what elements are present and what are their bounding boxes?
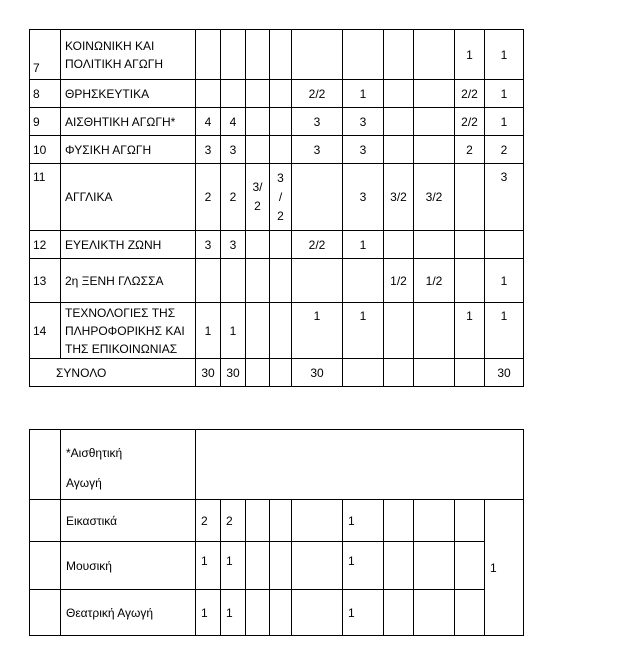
hours-cell bbox=[221, 259, 246, 303]
total-cell bbox=[384, 359, 414, 387]
hours-cell bbox=[455, 259, 485, 303]
hours-cell bbox=[414, 80, 455, 108]
hours-cell bbox=[414, 590, 455, 636]
hours-cell bbox=[455, 542, 485, 590]
hours-cell: 3 bbox=[221, 136, 246, 164]
hours-cell bbox=[384, 542, 414, 590]
table-row bbox=[30, 231, 524, 259]
hours-cell bbox=[414, 136, 455, 164]
subject-line: ΠΟΛΙΤΙΚΗ ΑΓΩΓΗ bbox=[65, 56, 163, 71]
table-row bbox=[30, 108, 524, 136]
hours-cell: 2/2 bbox=[455, 80, 485, 108]
hours-cell bbox=[343, 259, 384, 303]
hours-part: 2 bbox=[277, 208, 284, 223]
subject-line: ΠΛΗΡΟΦΟΡΙΚΗΣ ΚΑΙ bbox=[65, 323, 185, 338]
hours-cell bbox=[246, 259, 270, 303]
hours-cell bbox=[455, 231, 485, 259]
subject-name bbox=[61, 231, 196, 259]
total-cell: 30 bbox=[292, 359, 343, 387]
hours-cell: 2/2 bbox=[292, 80, 343, 108]
hours-cell: 1 bbox=[196, 303, 221, 359]
row-number: 7 bbox=[30, 30, 61, 80]
hours-cell bbox=[384, 30, 414, 80]
table-row bbox=[30, 136, 524, 164]
total-cell bbox=[414, 359, 455, 387]
table-row bbox=[30, 590, 524, 636]
hours-cell bbox=[270, 500, 292, 542]
hours-cell: 1 bbox=[196, 590, 221, 636]
row-number: 8 bbox=[30, 80, 61, 108]
aesthetic-header bbox=[61, 430, 196, 500]
total-cell: 30 bbox=[196, 359, 221, 387]
aesthetic-education-table bbox=[29, 429, 524, 636]
hours-cell bbox=[384, 500, 414, 542]
hours-cell bbox=[414, 303, 455, 359]
hours-cell: 1 bbox=[292, 303, 343, 359]
subject-name: Μουσική bbox=[61, 542, 196, 590]
hours-cell bbox=[270, 136, 292, 164]
hours-cell bbox=[246, 108, 270, 136]
row-number: 13 bbox=[30, 259, 61, 303]
subject-line: ΑΙΣΘΗΤΙΚΗ ΑΓΩΓΗ* bbox=[65, 114, 176, 129]
hours-cell: 1 bbox=[221, 303, 246, 359]
curriculum-hours-table bbox=[29, 29, 524, 387]
hours-cell: 1 bbox=[485, 30, 524, 80]
total-cell: 30 bbox=[221, 359, 246, 387]
hours-cell bbox=[246, 590, 270, 636]
hours-part: / bbox=[278, 189, 283, 204]
hours-cell: 1 bbox=[343, 500, 384, 542]
hours-cell: 1 bbox=[196, 542, 221, 590]
hours-cell bbox=[270, 80, 292, 108]
table-row bbox=[30, 430, 524, 500]
hours-cell: 3 bbox=[221, 231, 246, 259]
hours-cell: 1 bbox=[485, 259, 524, 303]
hours-cell bbox=[384, 590, 414, 636]
table-row bbox=[30, 30, 524, 80]
hours-cell bbox=[270, 259, 292, 303]
hours-cell bbox=[270, 231, 292, 259]
hours-cell: 3 bbox=[196, 136, 221, 164]
hours-cell: 1 bbox=[485, 80, 524, 108]
hours-cell bbox=[384, 303, 414, 359]
hours-cell: 2 bbox=[485, 136, 524, 164]
hours-cell bbox=[270, 590, 292, 636]
hours-cell: 2/2 bbox=[455, 108, 485, 136]
hours-cell bbox=[246, 303, 270, 359]
header-line: Αγωγή bbox=[66, 476, 102, 490]
hours-cell bbox=[270, 164, 292, 231]
hours-cell bbox=[455, 590, 485, 636]
row-number: 14 bbox=[30, 303, 61, 359]
hours-cell bbox=[384, 108, 414, 136]
hours-cell: 1 bbox=[455, 303, 485, 359]
hours-part: 3/ bbox=[252, 180, 263, 194]
hours-cell bbox=[196, 80, 221, 108]
empty-cell bbox=[30, 500, 61, 542]
hours-cell: 3/2 bbox=[384, 164, 414, 231]
empty-cell bbox=[30, 590, 61, 636]
hours-cell: 2 bbox=[221, 164, 246, 231]
hours-cell bbox=[246, 542, 270, 590]
table-row bbox=[30, 542, 524, 590]
hours-cell: 1 bbox=[343, 231, 384, 259]
row-number: 12 bbox=[30, 231, 61, 259]
hours-cell bbox=[414, 108, 455, 136]
hours-cell bbox=[196, 259, 221, 303]
hours-cell bbox=[414, 30, 455, 80]
header-line: *Αισθητική bbox=[66, 446, 123, 460]
empty-cell bbox=[30, 542, 61, 590]
hours-part: 2 bbox=[254, 199, 261, 213]
subject-name bbox=[61, 136, 196, 164]
hours-cell: 1 bbox=[343, 80, 384, 108]
hours-cell bbox=[246, 164, 270, 231]
subject-line: ΚΟΙΝΩΝΙΚΗ ΚΑΙ bbox=[65, 38, 155, 53]
row-number: 11 bbox=[30, 164, 61, 231]
total-cell: 30 bbox=[485, 359, 524, 387]
table-row bbox=[30, 303, 524, 359]
table-row bbox=[30, 500, 524, 542]
hours-cell: 1 bbox=[343, 542, 384, 590]
hours-cell: 2 bbox=[455, 136, 485, 164]
total-cell bbox=[455, 359, 485, 387]
subject-name bbox=[61, 303, 196, 359]
hours-cell: 1 bbox=[221, 590, 246, 636]
hours-cell: 3 bbox=[485, 164, 524, 231]
hours-part: 3 bbox=[277, 170, 284, 185]
hours-cell bbox=[384, 136, 414, 164]
row-number: 10 bbox=[30, 136, 61, 164]
hours-cell: 3 bbox=[343, 108, 384, 136]
hours-cell bbox=[414, 231, 455, 259]
hours-cell: 1 bbox=[485, 108, 524, 136]
total-cell bbox=[270, 359, 292, 387]
subject-name bbox=[61, 259, 196, 303]
hours-cell bbox=[270, 30, 292, 80]
hours-cell bbox=[292, 259, 343, 303]
hours-cell: 1 bbox=[485, 303, 524, 359]
subject-name bbox=[61, 164, 196, 231]
hours-cell: 1/2 bbox=[414, 259, 455, 303]
hours-cell: 1 bbox=[221, 542, 246, 590]
empty-cell bbox=[196, 430, 524, 500]
hours-cell bbox=[384, 80, 414, 108]
merged-hours-cell: 1 bbox=[485, 500, 524, 636]
hours-cell: 1 bbox=[343, 590, 384, 636]
hours-cell bbox=[414, 500, 455, 542]
hours-cell bbox=[455, 500, 485, 542]
hours-cell bbox=[292, 164, 343, 231]
subject-line: ΤΗΣ ΕΠΙΚΟΙΝΩΝΙΑΣ bbox=[65, 341, 178, 356]
hours-cell bbox=[343, 30, 384, 80]
hours-cell bbox=[292, 30, 343, 80]
hours-cell: 4 bbox=[196, 108, 221, 136]
hours-cell: 1/2 bbox=[384, 259, 414, 303]
hours-cell bbox=[384, 231, 414, 259]
hours-cell bbox=[270, 303, 292, 359]
subject-line: ΕΥΕΛΙΚΤΗ ΖΩΝΗ bbox=[65, 237, 162, 252]
hours-cell: 3 bbox=[343, 164, 384, 231]
hours-cell bbox=[196, 30, 221, 80]
hours-cell bbox=[455, 164, 485, 231]
row-number: 9 bbox=[30, 108, 61, 136]
subject-line: 2η ΞΕΝΗ ΓΛΩΣΣΑ bbox=[65, 273, 164, 288]
subject-name: Εικαστικά bbox=[61, 500, 196, 542]
total-cell bbox=[246, 359, 270, 387]
hours-cell bbox=[246, 136, 270, 164]
hours-cell: 2 bbox=[221, 500, 246, 542]
subject-line: ΑΓΓΛΙΚΑ bbox=[65, 190, 113, 204]
total-cell bbox=[343, 359, 384, 387]
hours-cell bbox=[221, 80, 246, 108]
hours-cell: 3 bbox=[292, 108, 343, 136]
hours-cell: 3 bbox=[196, 231, 221, 259]
hours-cell bbox=[221, 30, 246, 80]
table-row bbox=[30, 164, 524, 231]
total-row bbox=[30, 359, 524, 387]
hours-cell bbox=[485, 231, 524, 259]
hours-cell: 2/2 bbox=[292, 231, 343, 259]
hours-cell bbox=[270, 542, 292, 590]
hours-cell: 1 bbox=[455, 30, 485, 80]
hours-cell bbox=[414, 542, 455, 590]
table-row bbox=[30, 80, 524, 108]
subject-name: Θεατρική Αγωγή bbox=[61, 590, 196, 636]
subject-line: ΦΥΣΙΚΗ ΑΓΩΓΗ bbox=[65, 142, 152, 157]
hours-cell bbox=[292, 542, 343, 590]
hours-cell: 3 bbox=[343, 136, 384, 164]
empty-cell bbox=[30, 430, 61, 500]
hours-cell: 1 bbox=[343, 303, 384, 359]
hours-cell: 3/2 bbox=[414, 164, 455, 231]
hours-cell bbox=[292, 500, 343, 542]
subject-name bbox=[61, 108, 196, 136]
hours-cell bbox=[246, 231, 270, 259]
hours-cell bbox=[246, 80, 270, 108]
subject-line: ΘΡΗΣΚΕΥΤΙΚΑ bbox=[65, 86, 150, 101]
hours-cell: 4 bbox=[221, 108, 246, 136]
hours-cell bbox=[292, 590, 343, 636]
hours-cell bbox=[270, 108, 292, 136]
hours-cell bbox=[246, 500, 270, 542]
total-label: ΣΥΝΟΛΟ bbox=[30, 359, 196, 387]
hours-cell: 2 bbox=[196, 164, 221, 231]
hours-cell: 2 bbox=[196, 500, 221, 542]
hours-cell: 3 bbox=[292, 136, 343, 164]
hours-cell bbox=[246, 30, 270, 80]
subject-name bbox=[61, 80, 196, 108]
subject-name bbox=[61, 30, 196, 80]
table-row bbox=[30, 259, 524, 303]
subject-line: ΤΕΧΝΟΛΟΓΙΕΣ ΤΗΣ bbox=[65, 305, 176, 320]
